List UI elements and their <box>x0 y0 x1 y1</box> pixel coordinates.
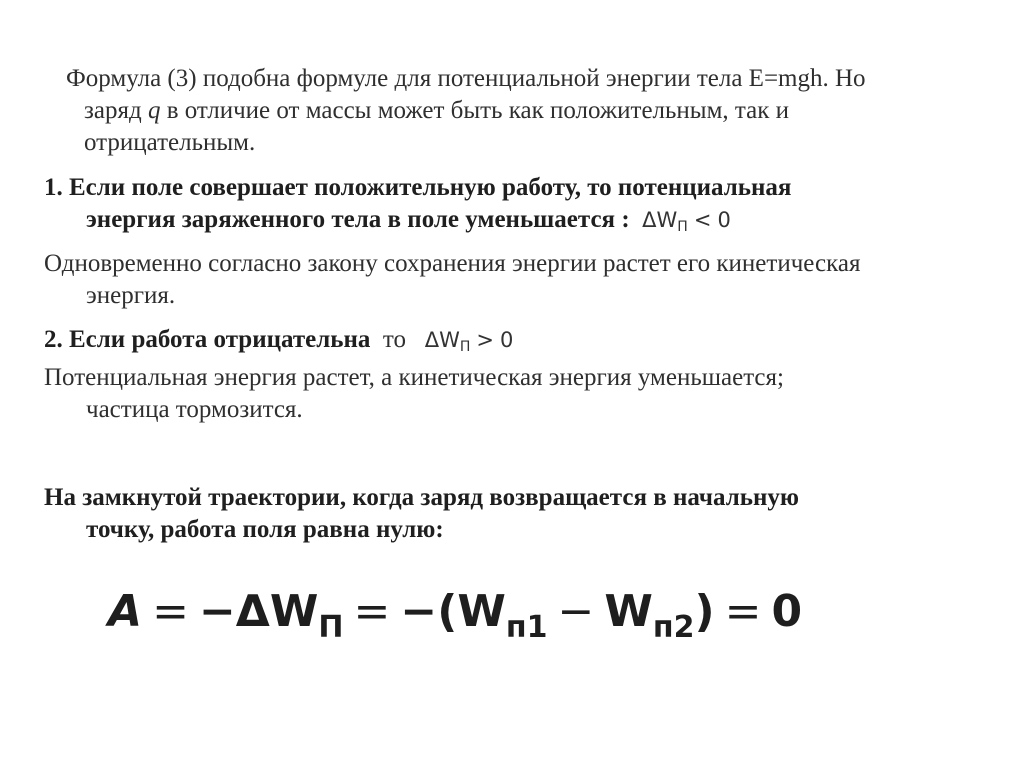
paragraph-formula-comparison <box>66 63 866 159</box>
text-segment: в отличие от массы может быть как положительным, так и <box>160 97 790 124</box>
paragraph-5-line-2: частица тормозится. <box>86 396 303 423</box>
paragraph-closed-trajectory <box>44 482 799 546</box>
paragraph-2-line-2 <box>44 204 791 239</box>
paragraph-negative-work <box>44 324 513 359</box>
paragraph-3-line-2: энергия. <box>86 282 176 309</box>
text-segment: энергия заряженного тела в поле уменьшается : <box>86 206 630 233</box>
paragraph-1-line-2 <box>66 95 866 127</box>
paragraph-5-line-1: Потенциальная энергия растет, а кинетическая энергия уменьшается; <box>44 364 784 391</box>
paragraph-1-line-1 <box>66 63 866 95</box>
text-segment: . Но <box>822 65 866 92</box>
text-segment: 2. Если работа отрицательна <box>44 326 371 353</box>
text-segment: заряд <box>84 97 148 124</box>
text-segment: то <box>382 326 406 353</box>
charge-symbol: q <box>147 97 161 124</box>
paragraph-potential-grows <box>44 362 784 426</box>
formula-work-closed-path: $A = -\Delta W_П = -(W_{п1} - W_{п2}) = 0$ <box>108 586 803 645</box>
paragraph-1-line-3: отрицательным. <box>84 129 256 156</box>
paragraph-energy-conservation <box>44 248 860 312</box>
paragraph-positive-work <box>44 172 791 239</box>
paragraph-6-line-2: точку, работа поля равна нулю: <box>86 516 444 543</box>
formula-delta-w-greater-zero: ΔWП > 0 <box>424 328 514 355</box>
formula-emgh: E=mgh <box>748 65 823 92</box>
paragraph-2-line-1: 1. Если поле совершает положительную работу, то потенциальная <box>44 174 792 201</box>
paragraph-3-line-1: Одновременно согласно закону сохранения энергии растет его кинетическая <box>44 250 861 277</box>
formula-delta-w-less-zero: ΔWП < 0 <box>642 208 731 235</box>
paragraph-6-line-1: На замкнутой траектории, когда заряд возвращается в начальную <box>44 484 799 511</box>
text-segment: Формула (3) подобна формуле для потенциальной энергии тела <box>66 65 749 92</box>
